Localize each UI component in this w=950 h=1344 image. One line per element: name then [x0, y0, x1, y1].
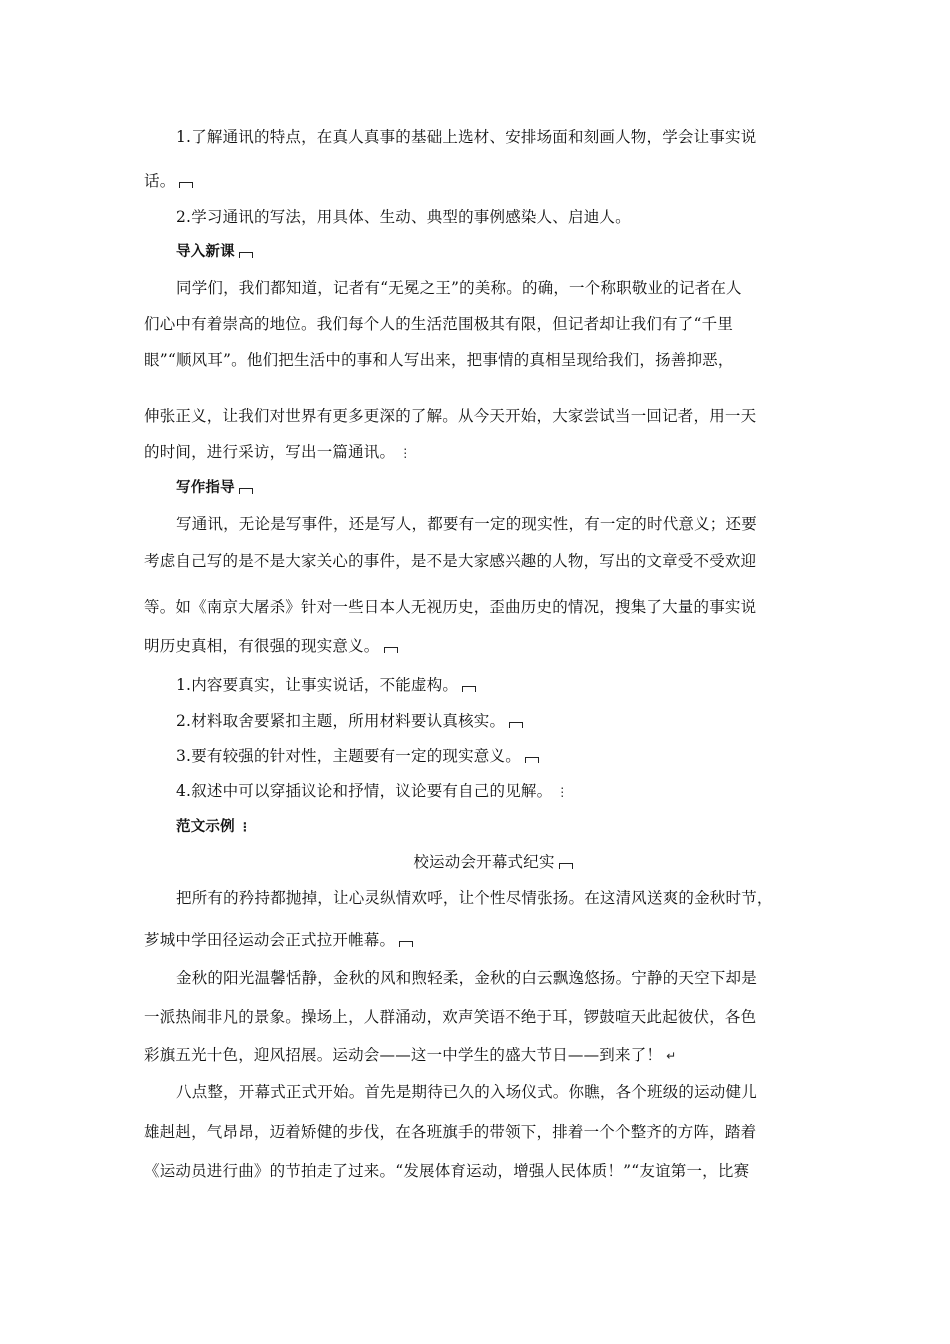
guide-point-2: 2.材料取舍要紧扣主题，所用材料要认真核实。	[176, 710, 844, 732]
example-title: 校运动会开幕式纪实	[144, 851, 812, 873]
objective-1-line-2: 话。	[144, 170, 812, 192]
example-p3-line-2: 雄赳赳，气昂昂，迈着矫健的步伐，在各班旗手的带领下，排着一个个整齐的方阵，踏着	[144, 1123, 757, 1141]
example-heading: 范文示例 ⋮	[176, 816, 844, 838]
guide-line-2: 考虑自己写的是不是大家关心的事件，是不是大家感兴趣的人物，写出的文章受不受欢迎	[144, 552, 757, 570]
objective-1-line-1: 1.了解通讯的特点，在真人真事的基础上选材、安排场面和刻画人物，学会让事实说	[176, 128, 757, 146]
guide-point-1: 1.内容要真实，让事实说话，不能虚构。	[176, 674, 844, 696]
guide-line-1: 写通讯，无论是写事件，还是写人，都要有一定的现实性，有一定的时代意义；还要	[176, 515, 757, 533]
guide-line-4: 明历史真相，有很强的现实意义。	[144, 635, 812, 657]
section-break-icon: ⋮	[399, 446, 412, 460]
example-p1-line-2: 芗城中学田径运动会正式拉开帷幕。	[144, 929, 812, 951]
paragraph-mark-icon	[559, 863, 573, 869]
intro-line-2: 们心中有着崇高的地位。我们每个人的生活范围极其有限，但记者却让我们有了“千里	[144, 315, 734, 333]
section-break-icon: ⋮	[556, 785, 569, 799]
intro-line-1: 同学们，我们都知道，记者有“无冕之王”的美称。的确，一个称职敬业的记者在人	[176, 279, 742, 297]
guide-point-4: 4.叙述中可以穿插议论和抒情，议论要有自己的见解。 ⋮	[176, 780, 844, 803]
intro-line-3: 眼”“顺风耳”。他们把生活中的事和人写出来，把事情的真相呈现给我们，扬善抑恶，	[144, 351, 734, 369]
line-break-icon: ↵	[666, 1049, 677, 1063]
example-p2-line-3: 彩旗五光十色，迎风招展。运动会——这一中学生的盛大节日——到来了！ ↵	[144, 1044, 812, 1067]
example-p1-line-1: 把所有的矜持都抛掉，让心灵纵情欢呼，让个性尽情张扬。在这清风送爽的金秋时节，	[176, 889, 773, 907]
example-p3-line-1: 八点整，开幕式正式开始。首先是期待已久的入场仪式。你瞧，各个班级的运动健儿	[176, 1083, 757, 1101]
paragraph-mark-icon	[239, 488, 253, 494]
guide-line-3: 等。如《南京大屠杀》针对一些日本人无视历史，歪曲历史的情况，搜集了大量的事实说	[144, 598, 757, 616]
example-p2-line-1: 金秋的阳光温馨恬静，金秋的风和煦轻柔，金秋的白云飘逸悠扬。宁静的天空下却是	[176, 969, 757, 987]
section-break-icon: ⋮	[238, 820, 252, 834]
intro-line-4: 伸张正义，让我们对世界有更多更深的了解。从今天开始，大家尝试当一回记者，用一天	[144, 407, 757, 425]
paragraph-mark-icon	[525, 757, 539, 763]
guide-heading: 写作指导	[176, 477, 844, 499]
example-p2-line-2: 一派热闹非凡的景象。操场上，人群涌动，欢声笑语不绝于耳，锣鼓喧天此起彼伏，各色	[144, 1008, 757, 1026]
intro-heading: 导入新课	[176, 241, 844, 263]
paragraph-mark-icon	[239, 252, 253, 258]
paragraph-mark-icon	[179, 182, 193, 188]
objective-2: 2.学习通讯的写法，用具体、生动、典型的事例感染人、启迪人。	[176, 208, 631, 226]
paragraph-mark-icon	[462, 686, 476, 692]
intro-line-5: 的时间，进行采访，写出一篇通讯。 ⋮	[144, 441, 812, 464]
paragraph-mark-icon	[509, 722, 523, 728]
paragraph-mark-icon	[384, 647, 398, 653]
guide-point-3: 3.要有较强的针对性，主题要有一定的现实意义。	[176, 745, 844, 767]
example-p3-line-3: 《运动员进行曲》的节拍走了过来。“发展体育运动，增强人民体质！”“友谊第一，比赛	[144, 1162, 750, 1180]
paragraph-mark-icon	[399, 941, 413, 947]
